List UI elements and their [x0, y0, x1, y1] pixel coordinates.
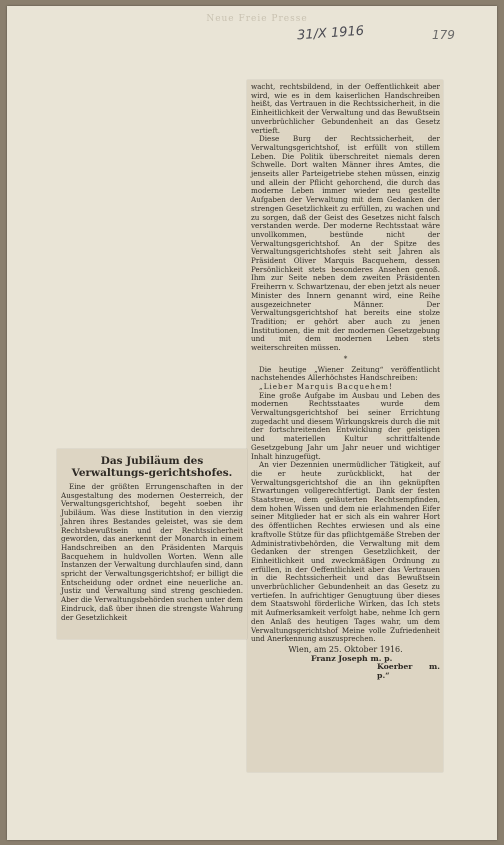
- signature-minister: Koerber m. p.“: [377, 662, 440, 681]
- article-paragraph: Diese Burg der Rechtssicherheit, der Verwaltungsgerichtshof, ist erfüllt von stillem Leben. Die Politik überschreitet niemals deren Schwelle. Dort walten Männer ihres Amtes, die jenseits aller Parteigetriebe stehen müssen, einzig und allein der Pflicht gehorchend, die durch das moderne Leben immer wieder neu gestellte Aufgaben der Verwaltung mit dem Gedanken der strengen Gesetzlichkeit zu erfüllen, zu wachen und zu sorgen, daß der Geist des Gesetzes nicht falsch verstanden werde. Der moderne Rechtsstaat wäre unvollkommen, bestünde nicht der Verwaltungsgerichtshof. An der Spitze des Verwaltungsgerichtshofes steht seit Jahren als Präsident Oliver Marquis Bacquehem, dessen Persönlichkeit stets besonderes Ansehen genoß. Ihm zur Seite neben dem zweiten Präsidenten Freiherrn v. Schwartzenau, der eben jetzt als neuer Minister des Innern genannt wird, eine Reihe ausgezeichneter Männer. Der Verwaltungsgerichtshof hat bereits eine stolze Tradition; er gehört aber auch zu jenen Institutionen, die mit der modernen Gesetzgebung und mit dem modernen Leben stets weiterschreiten müssen.: [251, 134, 440, 353]
- signature-emperor: Franz Joseph m. p.: [311, 653, 393, 663]
- letter-paragraph: Eine große Aufgabe im Ausbau und Leben des modernen Rechtsstaates wurde dem Verwaltungsgerichtshof bei seiner Errichtung zugedacht und diesem Wirkungskreis durch die mit der fortschreitenden Entwicklung der geistigen und materiellen Kultur schrittfaltende Gesetzgebung Jahr um Jahr neuer und wichtiger Inhalt hinzugefügt.: [251, 390, 440, 461]
- handwritten-date: 31/X 1916: [296, 23, 365, 44]
- newspaper-clipping-right: [247, 80, 443, 772]
- handwritten-page-number: 179: [432, 28, 455, 42]
- newspaper-clipping-left: [57, 449, 247, 639]
- article-paragraph: Die heutige „Wiener Zeitung“ veröffentlicht nachstehendes Allerhöchstes Handschreiben:: [251, 364, 440, 383]
- letter-paragraph: An vier Dezennien unermüdlicher Tätigkeit, auf die er heute zurückblickt, hat der Verwaltungsgerichtshof die an ihn geknüpften Erwartungen vollgerechtfertigt. Dank der festen Staatstreue, dem geläuterten Rechtsempfinden, dem hohen Wissen und dem nie erlahmenden Eifer seiner Mitglieder hat er sich als ein wahrer Hort des öffentlichen Rechtes erwiesen und als eine kraftvolle Stütze für das pflichtgemäße Streben der Administrativbehörden, die Verwaltung mit dem Gedanken der strengen Gesetzlichkeit, der Einheitlichkeit und zweckmäßigen Ordnung zu erfüllen, in der Oeffentlichkeit aber das Vertrauen in die Rechtssicherheit und das Bewußtsein unverbrüchlicher Gebundenheit an das Gesetz zu vertiefen. In aufrichtiger Genugtuung über dieses dem Staatswohl förderliche Wirken, das Ich stets mit Aufmerksamkeit verfolgt habe, nehme Ich gern den Anlaß des heutigen Tages wahr, um dem Verwaltungsgerichtshof Meine volle Zufriedenheit und Anerkennung auszusprechen.: [251, 460, 440, 644]
- letter-date: Wien, am 25. Oktober 1916.: [288, 645, 403, 654]
- article-paragraph: Eine der größten Errungenschaften in der Ausgestaltung des modernen Oesterreich, der Verwaltungsgerichtshof, begeht soeben ihr Jubiläum. Was diese Institution in den vierzig Jahren ihres Bestandes geleistet, was sie dem Rechtsbewußtsein und der Rechtssicherheit geworden, das anerkennt der Monarch in einem Handschreiben an den Präsidenten Marquis Bacquehem in huldvollen Worten. Wenn alle Instanzen der Verwaltung durchlaufen sind, dann spricht der Verwaltungsgerichtshof; er billigt die Entscheidung oder ordnet eine neuerliche an. Justiz und Verwaltung sind streng geschieden. Aber die Verwaltungsbehörden suchen unter dem Eindruck, daß über ihnen die strengste Wahrung der Gesetzlichkeit: [61, 482, 243, 622]
- article-paragraph: wacht, rechtsbildend, in der Oeffentlichkeit aber wird, wie es in dem kaiserlichen Handschreiben heißt, das Vertrauen in die Rechtssicherheit, in die Einheitlichkeit der Verwaltung und das Bewußtsein unverbrüchlicher Gebundenheit an das Gesetz vertieft.: [251, 82, 440, 135]
- article-headline: Das Jubiläum des Verwaltungs-gerichtshofes.: [71, 455, 233, 479]
- section-divider: *: [343, 353, 348, 363]
- letter-salutation: „Lieber Marquis Bacquehem!: [259, 381, 393, 391]
- faded-masthead: Neue Freie Presse: [206, 14, 308, 24]
